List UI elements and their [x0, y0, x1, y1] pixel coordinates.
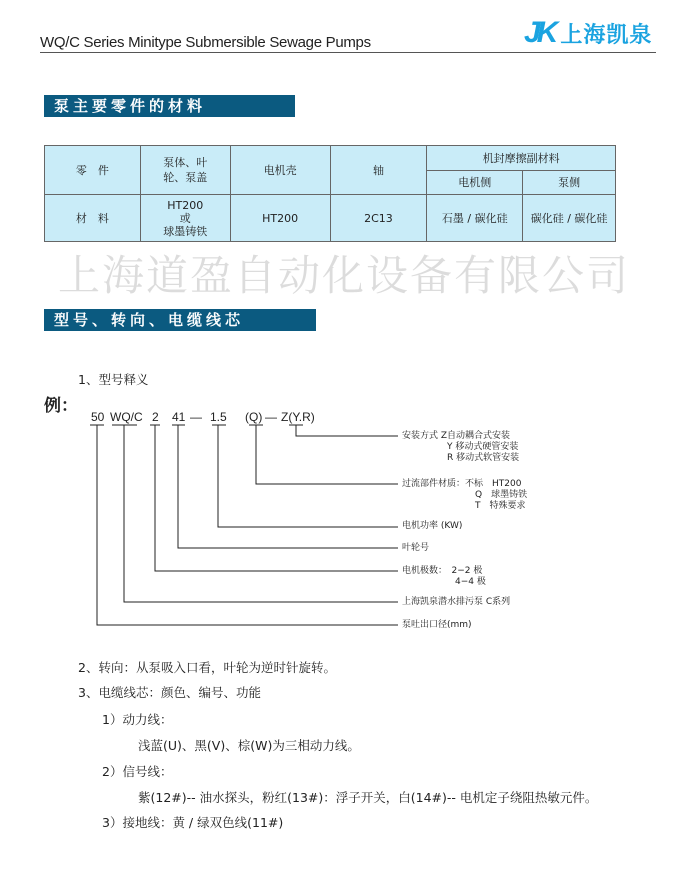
label-power: 电机功率 (KW): [402, 521, 463, 531]
leader-poles: [150, 425, 398, 571]
signal-line-heading: 2）信号线：: [102, 764, 173, 779]
header-seal-motor: 电机侧: [427, 171, 523, 195]
header-seal-pump: 泵侧: [523, 171, 616, 195]
row-material-label: 材 料: [45, 195, 141, 242]
code-outlet: 50: [91, 410, 105, 424]
header-body: 泵体、叶轮、泵盖: [140, 146, 230, 195]
label-series: 上海凯泉潜水排污泵 C系列: [402, 597, 511, 607]
watermark: 上海道盈自动化设备有限公司: [58, 251, 631, 300]
rotation-text: 2、转向：从泵吸入口看，叶轮为逆时针旋转。: [78, 660, 336, 675]
logo-mark: JK: [524, 16, 555, 49]
cell-motor-shell: HT200: [230, 195, 330, 242]
label-material-q: Q 球墨铸铁: [475, 490, 528, 500]
cell-shaft: 2C13: [330, 195, 427, 242]
header-seal: 机封摩擦副材料: [427, 146, 616, 171]
code-series: WQ/C: [110, 410, 143, 424]
code-material: (Q): [245, 410, 263, 424]
leader-impeller: [172, 425, 398, 548]
section-title-materials: 泵主要零件的材料: [44, 95, 295, 117]
label-install-y: Y 移动式硬管安装: [447, 442, 519, 452]
label-outlet: 泵吐出口径(mm): [402, 620, 472, 630]
logo-text: 上海凯泉: [560, 22, 653, 48]
code-dash: —: [190, 410, 202, 424]
document-title: WQ/C Series Minitype Submersible Sewage Pumps: [40, 34, 371, 51]
label-impeller: 叶轮号: [402, 543, 430, 553]
code-poles: 2: [152, 410, 159, 424]
code-install: Z(Y.R): [281, 410, 315, 424]
label-poles-4: 4−4 极: [455, 577, 486, 587]
header-part: 零 件: [45, 146, 141, 195]
label-install-r: R 移动式软管安装: [447, 453, 520, 463]
cell-seal-motor: 石墨 / 碳化硅: [427, 195, 523, 242]
power-line-heading: 1）动力线：: [102, 712, 173, 727]
leader-install: [289, 425, 398, 436]
cell-body-line: 或: [179, 211, 191, 225]
label-material: 过流部件材质：不标 HT200: [402, 479, 522, 489]
leader-power: [212, 425, 398, 527]
cell-body-line: HT200: [167, 198, 204, 212]
label-material-t: T 特殊要求: [475, 501, 526, 511]
leader-outlet: [90, 425, 398, 625]
model-heading: 1、型号释义: [78, 372, 149, 387]
code-power: 1.5: [210, 410, 227, 424]
cell-seal-pump: 碳化硅 / 碳化硅: [523, 195, 616, 242]
label-install-z: 安装方式 Z自动耦合式安装: [402, 431, 511, 441]
ground-line-text: 3）接地线：黄 / 绿双色线(11#): [102, 815, 284, 830]
header-motor-shell: 电机壳: [230, 146, 330, 195]
power-line-text: 浅蓝(U)、黑(V)、棕(W)为三相动力线。: [138, 738, 360, 753]
cell-body-line: 球墨铸铁: [163, 224, 208, 238]
leader-material: [249, 425, 398, 484]
code-impeller: 41: [172, 410, 186, 424]
code-dash: —: [265, 410, 277, 424]
cable-heading: 3、电缆线芯：颜色、编号、功能: [78, 685, 261, 700]
header-shaft: 轴: [330, 146, 427, 195]
signal-line-text: 紫(12#)-- 油水探头，粉红(13#)：浮子开关，白(14#)-- 电机定子绕阻热敏元件。: [138, 790, 598, 805]
section-title-model: 型号、转向、电缆线芯: [44, 309, 316, 331]
label-poles: 电机极数： 2−2 极: [402, 566, 483, 576]
example-label: 例：: [44, 396, 78, 416]
